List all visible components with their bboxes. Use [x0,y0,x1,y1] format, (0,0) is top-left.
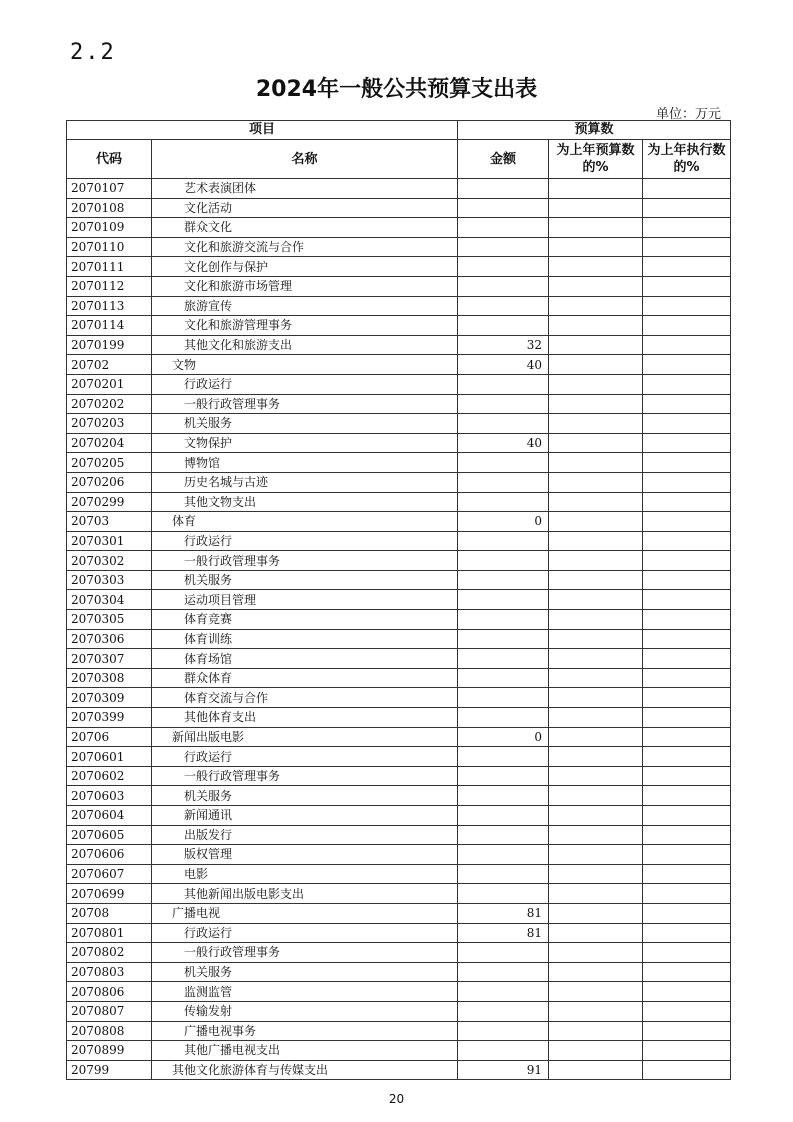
row-amount [458,453,549,473]
row-amount [458,1041,549,1061]
row-amount [458,864,549,884]
row-pct-last-budget [549,943,643,963]
row-pct-last-exec [643,1001,731,1021]
row-pct-last-budget [549,845,643,865]
table-row [67,786,731,806]
row-name: 传输发射 [152,1001,458,1021]
row-pct-last-exec [643,962,731,982]
row-amount [458,649,549,669]
row-code: 2070111 [67,257,152,277]
row-pct-last-exec [643,335,731,355]
row-code: 2070699 [67,884,152,904]
row-name: 其他新闻出版电影支出 [152,884,458,904]
row-pct-last-budget [549,610,643,630]
row-amount [458,786,549,806]
row-pct-last-budget [549,512,643,532]
table-row [67,335,731,355]
row-name: 版权管理 [152,845,458,865]
row-pct-last-budget [549,531,643,551]
row-amount [458,316,549,336]
row-code: 2070807 [67,1001,152,1021]
row-pct-last-budget [549,198,643,218]
row-pct-last-budget [549,453,643,473]
row-pct-last-exec [643,472,731,492]
row-code: 2070108 [67,198,152,218]
table-row [67,688,731,708]
row-pct-last-budget [549,570,643,590]
row-amount [458,943,549,963]
row-pct-last-exec [643,218,731,238]
header-pct-last-exec: 为上年执行数的% [643,140,731,179]
row-name: 体育交流与合作 [152,688,458,708]
row-pct-last-exec [643,610,731,630]
row-name: 机关服务 [152,962,458,982]
header-pct-last-budget: 为上年预算数的% [549,140,643,179]
table-row [67,570,731,590]
row-pct-last-budget [549,335,643,355]
row-pct-last-budget [549,747,643,767]
row-pct-last-budget [549,1021,643,1041]
row-code: 2070299 [67,492,152,512]
row-amount [458,492,549,512]
row-code: 2070604 [67,806,152,826]
row-code: 2070307 [67,649,152,669]
row-amount: 32 [458,335,549,355]
row-amount: 40 [458,355,549,375]
table-row [67,962,731,982]
row-pct-last-exec [643,1060,731,1080]
row-amount [458,551,549,571]
row-name: 其他文物支出 [152,492,458,512]
row-pct-last-exec [643,884,731,904]
row-name: 行政运行 [152,923,458,943]
table-row [67,903,731,923]
row-name: 体育竞赛 [152,610,458,630]
row-code: 2070303 [67,570,152,590]
table-row [67,316,731,336]
row-code: 2070605 [67,825,152,845]
row-code: 2070199 [67,335,152,355]
table-row [67,355,731,375]
row-amount [458,747,549,767]
row-pct-last-exec [643,276,731,296]
table-row [67,198,731,218]
row-pct-last-exec [643,708,731,728]
row-code: 2070808 [67,1021,152,1041]
row-pct-last-budget [549,786,643,806]
row-amount [458,296,549,316]
row-pct-last-budget [549,708,643,728]
table-row [67,257,731,277]
row-pct-last-budget [549,903,643,923]
row-pct-last-budget [549,551,643,571]
row-code: 2070113 [67,296,152,316]
row-pct-last-exec [643,864,731,884]
row-pct-last-exec [643,649,731,669]
row-name: 监测监管 [152,982,458,1002]
row-pct-last-exec [643,688,731,708]
table-row [67,237,731,257]
row-pct-last-budget [549,806,643,826]
row-pct-last-budget [549,688,643,708]
table-row [67,1041,731,1061]
row-name: 博物馆 [152,453,458,473]
row-pct-last-exec [643,257,731,277]
row-name: 一般行政管理事务 [152,943,458,963]
row-amount [458,884,549,904]
row-code: 20708 [67,903,152,923]
row-pct-last-exec [643,982,731,1002]
row-pct-last-budget [549,296,643,316]
row-pct-last-exec [643,492,731,512]
row-pct-last-budget [549,355,643,375]
row-name: 文物 [152,355,458,375]
budget-table [66,120,731,1080]
row-pct-last-exec [643,766,731,786]
row-amount [458,198,549,218]
table-row [67,492,731,512]
row-name: 文化活动 [152,198,458,218]
row-code: 2070806 [67,982,152,1002]
row-name: 出版发行 [152,825,458,845]
table-row [67,1060,731,1080]
row-pct-last-exec [643,453,731,473]
row-name: 广播电视事务 [152,1021,458,1041]
row-pct-last-budget [549,590,643,610]
table-row [67,668,731,688]
row-pct-last-budget [549,316,643,336]
row-name: 新闻出版电影 [152,727,458,747]
row-code: 2070110 [67,237,152,257]
row-pct-last-exec [643,237,731,257]
row-code: 2070602 [67,766,152,786]
row-amount [458,668,549,688]
row-amount [458,610,549,630]
table-row [67,218,731,238]
row-amount: 81 [458,903,549,923]
row-code: 2070802 [67,943,152,963]
table-row [67,531,731,551]
table-row [67,629,731,649]
row-code: 2070201 [67,374,152,394]
row-amount [458,374,549,394]
table-row [67,179,731,199]
row-pct-last-exec [643,806,731,826]
row-amount [458,276,549,296]
row-pct-last-budget [549,923,643,943]
row-pct-last-exec [643,1041,731,1061]
row-name: 一般行政管理事务 [152,394,458,414]
header-code: 代码 [67,140,152,179]
row-code: 2070399 [67,708,152,728]
row-code: 2070114 [67,316,152,336]
row-amount [458,629,549,649]
row-pct-last-budget [549,374,643,394]
row-pct-last-budget [549,394,643,414]
row-code: 20703 [67,512,152,532]
row-name: 艺术表演团体 [152,179,458,199]
row-pct-last-exec [643,296,731,316]
row-name: 群众文化 [152,218,458,238]
unit-label: 单位：万元 [655,107,721,122]
row-pct-last-exec [643,531,731,551]
row-amount [458,1021,549,1041]
section-number: 2.2 [70,40,116,65]
row-pct-last-exec [643,727,731,747]
row-code: 2070302 [67,551,152,571]
table-row [67,806,731,826]
row-pct-last-budget [549,433,643,453]
row-code: 2070603 [67,786,152,806]
row-pct-last-exec [643,414,731,434]
row-amount [458,218,549,238]
row-amount [458,179,549,199]
row-name: 历史名城与古迹 [152,472,458,492]
row-amount [458,570,549,590]
row-code: 2070306 [67,629,152,649]
row-pct-last-budget [549,276,643,296]
table-row [67,472,731,492]
row-code: 2070204 [67,433,152,453]
page-title: 2024年一般公共预算支出表 [255,77,538,102]
row-pct-last-budget [549,649,643,669]
row-pct-last-budget [549,1001,643,1021]
row-name: 体育训练 [152,629,458,649]
row-amount [458,237,549,257]
table-row [67,649,731,669]
row-code: 2070606 [67,845,152,865]
row-code: 2070305 [67,610,152,630]
row-code: 2070205 [67,453,152,473]
row-pct-last-budget [549,414,643,434]
row-amount: 0 [458,727,549,747]
row-name: 文化和旅游交流与合作 [152,237,458,257]
row-name: 运动项目管理 [152,590,458,610]
row-amount [458,688,549,708]
row-pct-last-exec [643,198,731,218]
row-pct-last-exec [643,512,731,532]
row-pct-last-budget [549,825,643,845]
row-name: 文化创作与保护 [152,257,458,277]
table-row [67,414,731,434]
row-name: 行政运行 [152,747,458,767]
row-pct-last-budget [549,472,643,492]
row-pct-last-budget [549,864,643,884]
table-row [67,551,731,571]
table-row [67,727,731,747]
row-pct-last-budget [549,237,643,257]
row-pct-last-exec [643,747,731,767]
row-name: 其他广播电视支出 [152,1041,458,1061]
row-pct-last-exec [643,825,731,845]
row-pct-last-budget [549,962,643,982]
row-pct-last-budget [549,1041,643,1061]
header-name: 名称 [152,140,458,179]
table-row [67,433,731,453]
row-amount [458,806,549,826]
row-code: 2070109 [67,218,152,238]
row-code: 2070112 [67,276,152,296]
row-pct-last-exec [643,570,731,590]
row-name: 机关服务 [152,570,458,590]
row-pct-last-budget [549,766,643,786]
row-name: 行政运行 [152,531,458,551]
row-pct-last-exec [643,590,731,610]
row-pct-last-budget [549,727,643,747]
row-name: 广播电视 [152,903,458,923]
row-pct-last-exec [643,943,731,963]
table-row [67,747,731,767]
table-row [67,276,731,296]
row-pct-last-exec [643,1021,731,1041]
row-pct-last-exec [643,923,731,943]
row-pct-last-exec [643,179,731,199]
row-code: 2070308 [67,668,152,688]
row-amount [458,472,549,492]
table-row [67,864,731,884]
row-pct-last-budget [549,629,643,649]
table-row [67,845,731,865]
row-code: 2070301 [67,531,152,551]
header-amount: 金额 [458,140,549,179]
row-name: 其他体育支出 [152,708,458,728]
row-pct-last-exec [643,551,731,571]
row-amount: 0 [458,512,549,532]
row-pct-last-budget [549,1060,643,1080]
row-name: 机关服务 [152,414,458,434]
row-amount [458,708,549,728]
row-code: 2070801 [67,923,152,943]
table-row [67,982,731,1002]
table-row [67,453,731,473]
row-name: 行政运行 [152,374,458,394]
row-code: 2070202 [67,394,152,414]
row-amount [458,982,549,1002]
row-name: 文物保护 [152,433,458,453]
row-amount [458,394,549,414]
table-row [67,943,731,963]
row-amount [458,257,549,277]
row-name: 体育 [152,512,458,532]
header-budget: 预算数 [458,121,731,140]
row-pct-last-budget [549,884,643,904]
row-name: 其他文化旅游体育与传媒支出 [152,1060,458,1080]
table-row [67,923,731,943]
row-name: 旅游宣传 [152,296,458,316]
table-row [67,1021,731,1041]
row-pct-last-exec [643,845,731,865]
row-pct-last-exec [643,316,731,336]
row-pct-last-budget [549,492,643,512]
row-amount: 40 [458,433,549,453]
row-code: 2070304 [67,590,152,610]
row-code: 2070899 [67,1041,152,1061]
row-pct-last-exec [643,903,731,923]
row-name: 文化和旅游管理事务 [152,316,458,336]
row-code: 2070803 [67,962,152,982]
row-pct-last-budget [549,218,643,238]
row-code: 2070107 [67,179,152,199]
row-pct-last-exec [643,786,731,806]
row-amount [458,766,549,786]
row-pct-last-exec [643,394,731,414]
row-pct-last-budget [549,257,643,277]
table-row [67,374,731,394]
row-code: 20702 [67,355,152,375]
row-amount [458,590,549,610]
page-number: 20 [388,1092,405,1106]
row-pct-last-exec [643,355,731,375]
row-code: 2070607 [67,864,152,884]
table-row [67,610,731,630]
row-code: 2070206 [67,472,152,492]
table-row [67,590,731,610]
table-row [67,296,731,316]
row-amount [458,825,549,845]
header-item: 项目 [67,121,458,140]
row-pct-last-exec [643,433,731,453]
row-code: 2070601 [67,747,152,767]
row-pct-last-budget [549,982,643,1002]
row-code: 2070203 [67,414,152,434]
table-row [67,1001,731,1021]
table-row [67,766,731,786]
row-name: 其他文化和旅游支出 [152,335,458,355]
row-pct-last-exec [643,374,731,394]
row-code: 20799 [67,1060,152,1080]
row-name: 电影 [152,864,458,884]
row-pct-last-budget [549,179,643,199]
table-row [67,884,731,904]
row-amount [458,962,549,982]
row-code: 20706 [67,727,152,747]
row-amount [458,531,549,551]
row-name: 新闻通讯 [152,806,458,826]
row-amount [458,414,549,434]
row-name: 一般行政管理事务 [152,766,458,786]
row-name: 体育场馆 [152,649,458,669]
row-amount [458,845,549,865]
row-amount [458,1001,549,1021]
row-pct-last-exec [643,668,731,688]
row-pct-last-budget [549,668,643,688]
table-row [67,708,731,728]
row-amount: 81 [458,923,549,943]
row-name: 群众体育 [152,668,458,688]
row-name: 文化和旅游市场管理 [152,276,458,296]
row-name: 一般行政管理事务 [152,551,458,571]
row-code: 2070309 [67,688,152,708]
row-pct-last-exec [643,629,731,649]
row-name: 机关服务 [152,786,458,806]
table-row [67,825,731,845]
table-row [67,512,731,532]
row-amount: 91 [458,1060,549,1080]
table-row [67,394,731,414]
